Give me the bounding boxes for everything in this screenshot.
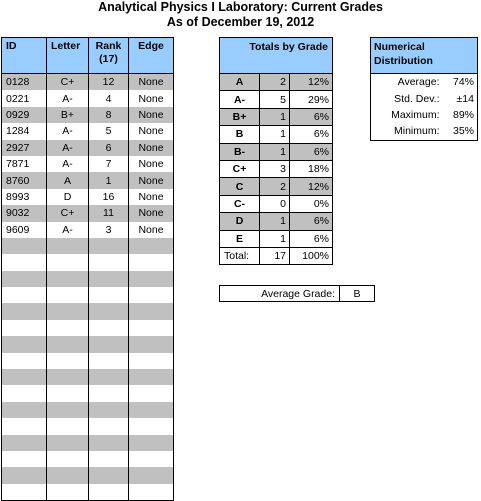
cell-id: 9609 [6,223,30,236]
totals-header: Totals by Grade [220,38,333,74]
cell-rank [89,467,129,483]
cell-edge: None [129,156,174,172]
totals-percent: 6% [290,230,333,247]
cell-rank [89,238,129,254]
table-row [2,74,174,91]
header-rank [89,38,129,74]
table-row [2,402,174,418]
cell-rank: 3 [89,222,129,238]
cell-id [2,287,47,303]
cell-id [2,303,47,319]
totals-grade: B [220,126,260,143]
cell-edge [129,353,174,369]
cell-edge [129,484,174,501]
cell-id: 8760 [2,172,47,188]
table-row [2,254,174,270]
table-row [2,205,174,221]
grades-header-row [2,38,174,74]
cell-edge [129,451,174,467]
cell-rank [89,303,129,319]
totals-grade: D [220,213,260,230]
totals-row [220,230,333,247]
table-row [2,123,174,139]
totals-grade: A [220,74,260,91]
cell-id [2,418,47,434]
table-row [2,156,174,172]
cell-id [2,402,47,418]
cell-edge [129,336,174,352]
totals-count: 3 [260,160,290,177]
cell-letter [47,238,89,254]
totals-row [220,143,333,160]
cell-letter: A- [47,222,89,238]
cell-edge [129,369,174,385]
table-row [2,369,174,385]
cell-id [2,353,47,369]
cell-edge: None [129,74,174,91]
cell-letter [47,254,89,270]
cell-id: 0128 [2,74,47,91]
table-row [2,435,174,451]
cell-id [2,369,47,385]
totals-count: 1 [260,213,290,230]
cell-edge [129,385,174,401]
distribution-value: 89% [452,108,474,121]
table-row [2,107,174,123]
totals-grade: B- [220,143,260,160]
cell-edge [129,254,174,270]
totals-grade: A- [220,91,260,108]
cell-letter [47,271,89,287]
cell-rank [89,353,129,369]
cell-letter: C+ [47,205,89,221]
cell-id [2,451,47,467]
cell-letter: A- [47,140,89,156]
table-row [2,320,174,336]
cell-letter [47,385,89,401]
cell-edge: None [129,90,174,106]
cell-edge [129,467,174,483]
table-row [2,303,174,319]
totals-grade: C+ [220,160,260,177]
distribution-header: Numerical Distribution [371,38,478,74]
cell-rank [89,271,129,287]
cell-rank [89,369,129,385]
cell-letter [47,287,89,303]
table-row [2,353,174,369]
cell-letter [47,418,89,434]
cell-id [2,336,47,352]
cell-edge [129,402,174,418]
distribution-row [371,74,478,91]
table-row [2,336,174,352]
cell-rank: 5 [89,123,129,139]
totals-percent: 6% [290,126,333,143]
cell-letter: A- [47,123,89,139]
totals-row [220,213,333,230]
cell-edge [129,320,174,336]
totals-count: 0 [260,195,290,212]
cell-rank: 6 [89,140,129,156]
distribution-row [371,107,478,123]
table-row [2,222,174,238]
cell-rank: 1 [89,172,129,188]
totals-row [220,178,333,195]
cell-letter [47,484,89,501]
table-row [2,451,174,467]
cell-rank: 16 [89,189,129,205]
totals-count: 2 [260,178,290,195]
header-edge: Edge [129,38,174,74]
cell-rank [89,435,129,451]
totals-percent: 18% [290,160,333,177]
totals-total-count: 17 [260,247,290,264]
cell-id: 0221 [6,92,30,105]
numerical-distribution-table [370,37,478,141]
cell-id [2,271,47,287]
cell-letter: D [47,189,89,205]
cell-rank: 11 [89,205,129,221]
distribution-label: Average: [397,76,440,89]
cell-letter: A- [47,90,89,106]
average-grade-value: B [353,287,361,300]
cell-edge: None [129,107,174,123]
distribution-value: ±14 [456,92,474,105]
totals-row [220,91,333,108]
cell-edge: None [129,123,174,139]
average-grade-box [219,285,375,302]
distribution-value: 74% [452,76,474,89]
cell-edge: None [129,140,174,156]
table-row [2,385,174,401]
cell-rank: 8 [89,107,129,123]
cell-rank [89,320,129,336]
totals-count: 1 [260,126,290,143]
totals-by-grade-table [219,37,333,265]
distribution-label: Maximum: [391,108,440,121]
totals-row [220,126,333,143]
cell-letter [47,402,89,418]
cell-id [2,320,47,336]
header-id: ID [2,38,47,74]
cell-id: 0929 [2,107,47,123]
cell-letter [47,451,89,467]
cell-edge [129,238,174,254]
totals-body [220,74,333,265]
table-row [2,189,174,205]
cell-letter: A [47,172,89,188]
cell-rank: 7 [89,156,129,172]
totals-count: 1 [260,143,290,160]
table-row [2,467,174,483]
cell-letter [47,435,89,451]
report-title: Analytical Physics I Laboratory: Current Grades [98,0,383,14]
cell-rank [89,287,129,303]
totals-row [220,160,333,177]
cell-letter: C+ [47,74,89,91]
totals-count: 1 [260,108,290,125]
cell-id [2,467,47,483]
cell-letter [47,303,89,319]
totals-count: 1 [260,230,290,247]
totals-percent: 29% [290,91,333,108]
distribution-body [371,74,478,141]
distribution-label: Std. Dev.: [394,92,440,105]
distribution-row [371,90,478,106]
cell-edge: None [129,205,174,221]
cell-letter [47,467,89,483]
cell-id [2,484,47,501]
cell-id: 2927 [2,140,47,156]
totals-percent: 6% [290,143,333,160]
cell-letter: B+ [47,107,89,123]
cell-id [2,238,47,254]
totals-count: 5 [260,91,290,108]
totals-total-percent: 100% [290,247,333,264]
totals-grade: E [220,230,260,247]
header-rank-label: Rank [95,40,122,52]
cell-rank [89,254,129,270]
cell-id: 8993 [6,190,30,203]
header-rank-count: (17) [99,53,118,65]
cell-letter [47,353,89,369]
distribution-row [371,123,478,140]
grades-table [1,37,174,501]
cell-id: 1284 [6,125,30,138]
report-date: As of December 19, 2012 [166,15,315,29]
cell-edge [129,287,174,303]
totals-grade: B+ [220,108,260,125]
cell-rank: 4 [89,90,129,106]
table-row [2,172,174,188]
cell-edge: None [129,172,174,188]
cell-letter [47,320,89,336]
distribution-label: Minimum: [393,125,440,138]
cell-letter [47,369,89,385]
average-grade-label: Average Grade: [220,286,340,302]
totals-total-label: Total: [220,247,260,264]
cell-id: 9032 [2,205,47,221]
cell-edge [129,271,174,287]
totals-row [220,108,333,125]
totals-total-row [220,247,333,264]
totals-count: 2 [260,74,290,91]
cell-rank [89,451,129,467]
cell-id [2,254,47,270]
totals-percent: 6% [290,108,333,125]
table-row [2,287,174,303]
table-row [2,418,174,434]
cell-edge [129,303,174,319]
table-row [2,90,174,106]
totals-row [220,195,333,212]
table-row [2,238,174,254]
cell-letter: A- [47,156,89,172]
table-row [2,271,174,287]
totals-row [220,74,333,91]
cell-rank: 12 [89,74,129,91]
grades-body [2,74,174,501]
distribution-value: 35% [452,125,474,138]
totals-grade: C [220,178,260,195]
totals-percent: 6% [290,213,333,230]
cell-rank [89,418,129,434]
cell-id [2,385,47,401]
cell-id: 7871 [6,158,30,171]
header-letter: Letter [47,38,89,74]
totals-grade: C- [220,195,260,212]
cell-edge [129,435,174,451]
cell-rank [89,336,129,352]
table-row [2,140,174,156]
cell-id [2,435,47,451]
cell-edge: None [129,189,174,205]
cell-rank [89,484,129,501]
totals-percent: 12% [290,74,333,91]
table-row [2,484,174,501]
cell-rank [89,385,129,401]
cell-rank [89,402,129,418]
cell-edge [129,418,174,434]
totals-percent: 12% [290,178,333,195]
cell-edge: None [129,222,174,238]
totals-percent: 0% [290,195,333,212]
cell-letter [47,336,89,352]
